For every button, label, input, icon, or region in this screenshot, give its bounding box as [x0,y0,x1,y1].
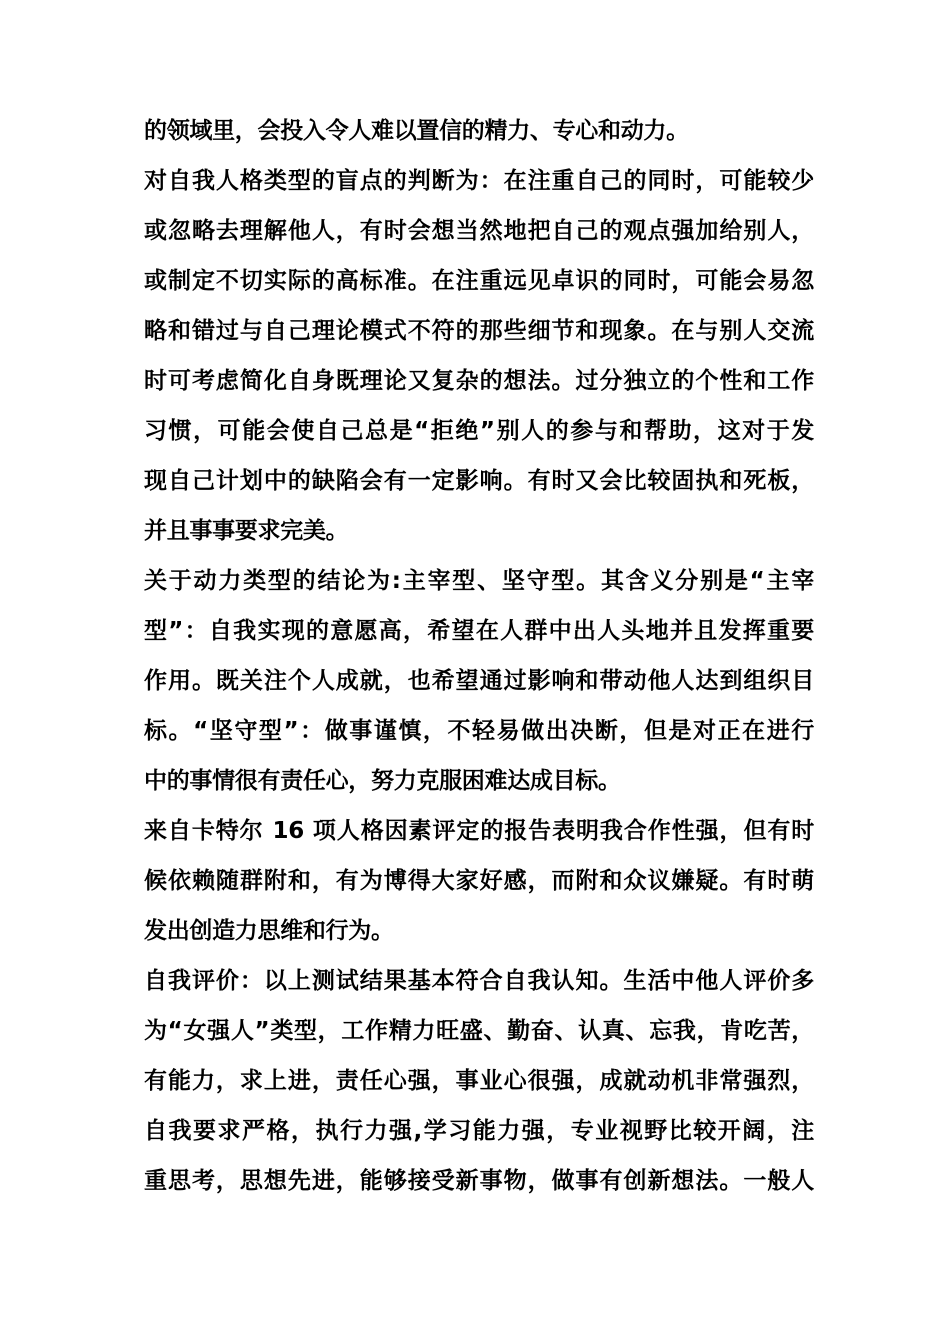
text-line: 对自我人格类型的盲点的判断为：在注重自己的同时，可能较少 [144,168,814,194]
text-line: 的领域里，会投入令人难以置信的精力、专心和动力。 [144,118,689,144]
text-line: 关于动力类型的结论为:主宰型、坚守型。其含义分别是“主宰 [144,568,814,594]
text-line: 候依赖随群附和，有为博得大家好感，而附和众议嫌疑。有时萌 [144,868,814,894]
text-line: 自我要求严格，执行力强,学习能力强，专业视野比较开阔，注 [144,1118,814,1144]
text-line: 时可考虑简化自身既理论又复杂的想法。过分独立的个性和工作 [144,368,814,394]
text-line: 习惯，可能会使自己总是“拒绝”别人的参与和帮助，这对于发 [144,418,814,444]
paragraph-motivation-types [144,556,814,806]
text-line: 作用。既关注个人成就，也希望通过影响和带动他人达到组织目 [144,668,814,694]
text-line: 来自卡特尔 16 项人格因素评定的报告表明我合作性强，但有时 [144,818,814,844]
paragraph-intro-continuation [144,106,814,156]
text-line: 现自己计划中的缺陷会有一定影响。有时又会比较固执和死板， [144,468,814,494]
text-line: 发出创造力思维和行为。 [144,918,394,944]
text-line: 并且事事要求完美。 [144,518,349,544]
paragraph-blind-spots [144,156,814,556]
text-line: 或忽略去理解他人，有时会想当然地把自己的观点强加给别人， [144,218,814,244]
text-line: 有能力，求上进，责任心强，事业心很强，成就动机非常强烈， [144,1068,814,1094]
text-line: 自我评价：以上测试结果基本符合自我认知。生活中他人评价多 [144,968,814,994]
text-line: 为“女强人”类型，工作精力旺盛、勤奋、认真、忘我，肯吃苦， [144,1018,814,1044]
text-line: 重思考，思想先进，能够接受新事物，做事有创新想法。一般人 [144,1168,814,1194]
paragraph-16pf-report [144,806,814,956]
paragraph-self-evaluation [144,956,814,1206]
text-line: 或制定不切实际的高标准。在注重远见卓识的同时，可能会易忽 [144,268,814,294]
text-line: 型”：自我实现的意愿高，希望在人群中出人头地并且发挥重要 [144,618,814,644]
text-line: 标。“坚守型”：做事谨慎，不轻易做出决断，但是对正在进行 [144,718,814,744]
document-page [144,106,814,1206]
text-line: 中的事情很有责任心，努力克服困难达成目标。 [144,768,621,794]
text-line: 略和错过与自己理论模式不符的那些细节和现象。在与别人交流 [144,318,814,344]
